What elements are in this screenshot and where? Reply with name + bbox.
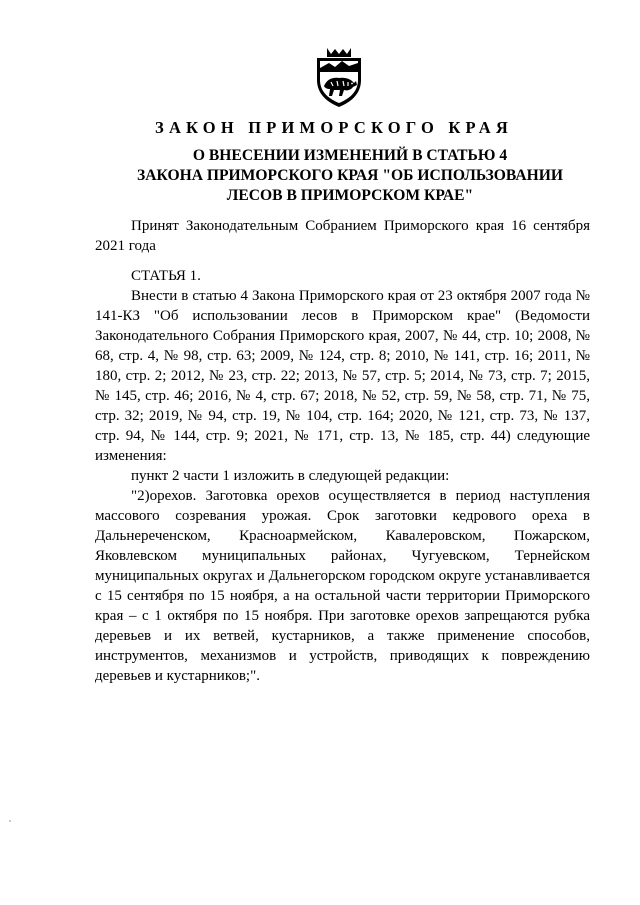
law-title: ЗАКОН ПРИМОРСКОГО КРАЯ (155, 118, 513, 137)
subtitle-line: ЗАКОНА ПРИМОРСКОГО КРАЯ "ОБ ИСПОЛЬЗОВАНИИ (137, 167, 563, 184)
subtitle-line: ЛЕСОВ В ПРИМОРСКОМ КРАЕ" (226, 187, 474, 204)
coat-of-arms-icon (311, 46, 367, 108)
article-point: пункт 2 части 1 изложить в следующей редакции: (131, 468, 450, 484)
article-quote: "2)орехов. Заготовка орехов осуществляется в период наступления массового созревания урожая. Срок заготовки кедрового ореха в Дальнереченском, Красноармейском, Кавалеровском, Пожарском, Яковлевском муниципальных районах, Чугуевском, Тернейском муниципальных округах и Дальнегорском городском округе устанавливается с 15 сентября по 15 ноября, а на остальной части территории Приморского края – с 1 октября по 15 ноября. При заготовке орехов запрещаются рубка деревьев и их ветвей, кустарников, а также применение способов, инструментов, механизмов и устройств, приводящих к повреждению деревьев и кустарников;". (95, 488, 590, 684)
article-label: СТАТЬЯ 1. (131, 268, 201, 284)
adoption-note-block (95, 216, 590, 256)
scan-speck (9, 820, 11, 822)
article-1 (95, 266, 590, 686)
law-subtitle (60, 146, 640, 206)
subtitle-line: О ВНЕСЕНИИ ИЗМЕНЕНИЙ В СТАТЬЮ 4 (192, 147, 508, 164)
article-intro: Внести в статью 4 Закона Приморского края от 23 октября 2007 года № 141-КЗ "Об использовании лесов в Приморском крае" (Ведомости Законодательного Собрания Приморского края, 2007, № 44, стр. 10; 2008, № 68, стр. 4, № 98, стр. 63; 2009, № 124, стр. 8; 2010, № 141, стр. 16; 2011, № 180, стр. 2; 2012, № 23, стр. 22; 2013, № 57, стр. 5; 2014, № 73, стр. 7; 2015, № 145, стр. 46; 2016, № 4, стр. 67; 2018, № 52, стр. 59, № 58, стр. 71, № 75, стр. 32; 2019, № 94, стр. 19, № 104, стр. 164; 2020, № 121, стр. 73, № 137, стр. 94, № 144, стр. 9; 2021, № 171, стр. 13, № 185, стр. 44) следующие изменения: (95, 288, 590, 464)
adoption-note: Принят Законодательным Собранием Приморского края 16 сентября 2021 года (95, 218, 590, 254)
